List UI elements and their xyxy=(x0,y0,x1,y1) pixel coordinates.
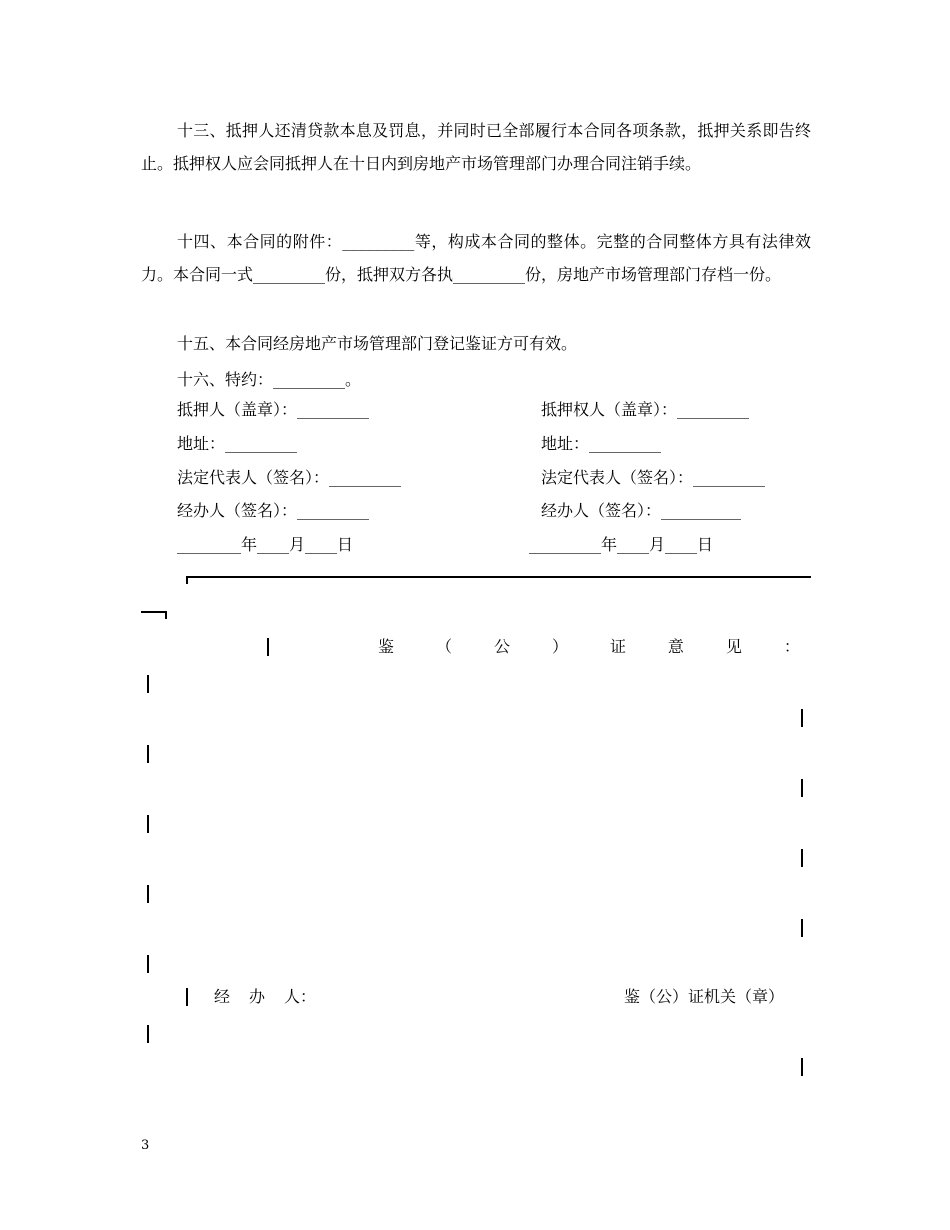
title-char: 见 xyxy=(725,637,742,656)
mortgagor-address: 地址：_________ xyxy=(177,434,298,453)
page-number: 3 xyxy=(141,1138,150,1153)
mortgagee-seal: 抵押权人（盖章）：_________ xyxy=(541,400,750,419)
box-left-border xyxy=(147,885,149,903)
mortgagee-date: _________年____月____日 xyxy=(529,535,714,554)
clause-13: 十三、抵押人还清贷款本息及罚息，并同时已全部履行本合同各项条款，抵押关系即告终止。抵押权人应会同抵押人在十日内到房地产市场管理部门办理合同注销手续。 xyxy=(141,121,811,173)
box-left-border xyxy=(186,988,188,1006)
mortgagee-legal-rep: 法定代表人（签名）：_________ xyxy=(541,468,766,487)
title-char: ： xyxy=(783,637,800,656)
box-right-border xyxy=(801,779,803,797)
title-char: 证 xyxy=(609,637,626,656)
box-top-left-corner xyxy=(186,576,188,584)
handler-char: 经 xyxy=(214,987,231,1006)
title-char: （ xyxy=(435,637,452,656)
handler-label xyxy=(214,986,316,1008)
handler-char: 办 xyxy=(248,987,265,1006)
box-left-border xyxy=(147,815,149,833)
box-right-border xyxy=(801,709,803,727)
box-left-border xyxy=(147,675,149,693)
box-top-right-corner xyxy=(165,611,167,619)
box-left-border xyxy=(267,638,269,656)
box-top-border xyxy=(186,576,811,578)
mortgagor-date: ________年____月____日 xyxy=(177,535,354,554)
box-top-wrap-border xyxy=(141,611,167,613)
mortgagee-handler: 经办人（签名）：__________ xyxy=(541,501,742,520)
clause-16: 十六、特约：_________。 xyxy=(177,370,362,389)
box-left-border xyxy=(147,745,149,763)
title-char: ） xyxy=(551,637,568,656)
authority-seal-label: 鉴（公）证机关（章） xyxy=(624,987,785,1006)
mortgagee-address: 地址：_________ xyxy=(541,434,662,453)
title-char: 鉴 xyxy=(378,637,395,656)
box-left-border xyxy=(147,1025,149,1043)
clause-15: 十五、本合同经房地产市场管理部门登记鉴证方可有效。 xyxy=(177,334,578,353)
box-right-border xyxy=(801,1058,803,1076)
mortgagor-handler: 经办人（签名）：_________ xyxy=(177,501,370,520)
box-right-border xyxy=(801,919,803,937)
title-char: 意 xyxy=(667,637,684,656)
clause-14: 十四、本合同的附件：_________等，构成本合同的整体。完整的合同整体方具有法律效力。本合同一式_________份，抵押双方各执_________份，房地产市场管理部门存档一份。 xyxy=(141,232,811,284)
mortgagor-legal-rep: 法定代表人（签名）：_________ xyxy=(177,468,402,487)
handler-char: 人： xyxy=(283,987,316,1006)
title-char: 公 xyxy=(493,637,510,656)
mortgagor-seal: 抵押人（盖章）：_________ xyxy=(177,400,370,419)
box-right-border xyxy=(801,849,803,867)
verification-title xyxy=(378,636,800,658)
box-left-border xyxy=(147,955,149,973)
